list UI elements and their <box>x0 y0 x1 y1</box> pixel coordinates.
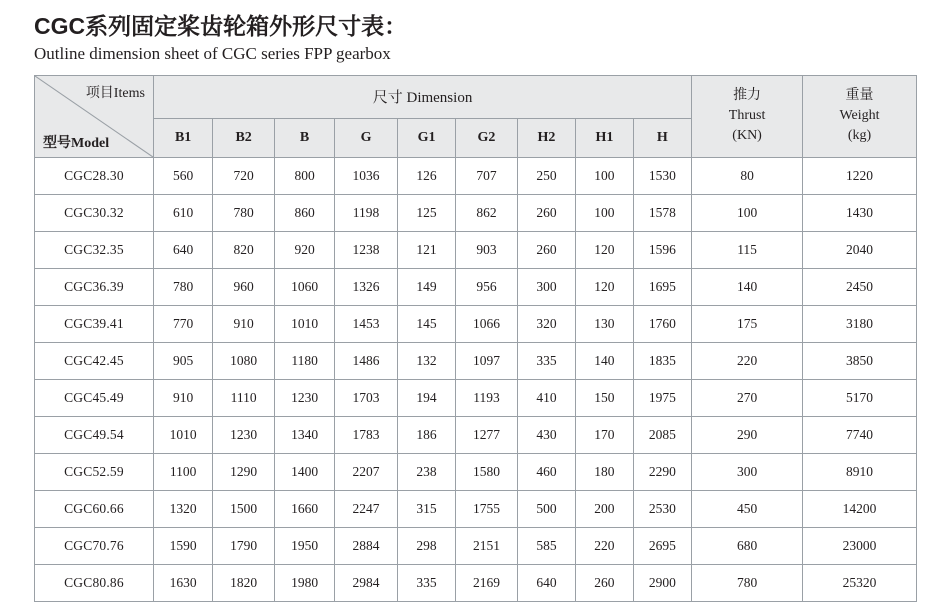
cell-b: 920 <box>274 231 334 268</box>
cell-b1: 1010 <box>153 416 212 453</box>
cell-b: 1950 <box>274 527 334 564</box>
corner-items-label: 项目Items <box>85 85 145 101</box>
thrust-header-line2: Thrust <box>728 108 766 124</box>
cell-h: 1596 <box>633 231 692 268</box>
cell-b2: 1290 <box>213 453 274 490</box>
cell-g2: 903 <box>456 231 517 268</box>
cell-model: CGC42.45 <box>35 342 154 379</box>
table-row <box>35 564 917 601</box>
cell-h1: 140 <box>576 342 633 379</box>
cell-model: CGC80.86 <box>35 564 154 601</box>
cell-h2: 460 <box>517 453 575 490</box>
cell-h1: 100 <box>576 194 633 231</box>
cell-b1: 1320 <box>153 490 212 527</box>
cell-model: CGC49.54 <box>35 416 154 453</box>
cell-g1: 132 <box>397 342 455 379</box>
cell-h1: 100 <box>576 157 633 194</box>
cell-h1: 260 <box>576 564 633 601</box>
cell-thrust: 220 <box>692 342 803 379</box>
table-header <box>35 75 917 157</box>
table-row <box>35 268 917 305</box>
cell-h1: 220 <box>576 527 633 564</box>
column-header-h1: H1 <box>576 118 633 157</box>
column-header-g2: G2 <box>456 118 517 157</box>
cell-g: 1198 <box>335 194 397 231</box>
column-header-h: H <box>633 118 692 157</box>
column-header-b1: B1 <box>153 118 212 157</box>
cell-b2: 1500 <box>213 490 274 527</box>
cell-h2: 300 <box>517 268 575 305</box>
cell-h: 2290 <box>633 453 692 490</box>
cell-weight: 3850 <box>803 342 917 379</box>
cell-b1: 640 <box>153 231 212 268</box>
cell-b: 1010 <box>274 305 334 342</box>
corner-model-label: 型号Model <box>43 135 110 151</box>
cell-g2: 707 <box>456 157 517 194</box>
cell-b: 800 <box>274 157 334 194</box>
cell-b2: 960 <box>213 268 274 305</box>
cell-h: 1760 <box>633 305 692 342</box>
cell-h: 2900 <box>633 564 692 601</box>
column-header-g1: G1 <box>397 118 455 157</box>
cell-b2: 820 <box>213 231 274 268</box>
cell-g1: 149 <box>397 268 455 305</box>
cell-thrust: 100 <box>692 194 803 231</box>
cell-thrust: 80 <box>692 157 803 194</box>
cell-thrust: 300 <box>692 453 803 490</box>
cell-g1: 238 <box>397 453 455 490</box>
cell-model: CGC32.35 <box>35 231 154 268</box>
weight-header <box>803 75 917 157</box>
cell-g: 1703 <box>335 379 397 416</box>
cell-b1: 770 <box>153 305 212 342</box>
cell-h: 1530 <box>633 157 692 194</box>
cell-thrust: 175 <box>692 305 803 342</box>
thrust-header-line1: 推力 <box>733 87 762 103</box>
cell-g2: 1193 <box>456 379 517 416</box>
cell-g2: 1755 <box>456 490 517 527</box>
cell-model: CGC39.41 <box>35 305 154 342</box>
cell-b: 1400 <box>274 453 334 490</box>
cell-h: 1578 <box>633 194 692 231</box>
dimension-group-header: 尺寸 Dimension <box>153 75 691 118</box>
cell-b2: 1820 <box>213 564 274 601</box>
cell-thrust: 140 <box>692 268 803 305</box>
cell-h2: 320 <box>517 305 575 342</box>
cell-g1: 125 <box>397 194 455 231</box>
cell-g2: 1277 <box>456 416 517 453</box>
cell-h1: 150 <box>576 379 633 416</box>
cell-weight: 5170 <box>803 379 917 416</box>
cell-h2: 585 <box>517 527 575 564</box>
cell-g: 1326 <box>335 268 397 305</box>
cell-g1: 186 <box>397 416 455 453</box>
cell-b2: 910 <box>213 305 274 342</box>
cell-thrust: 680 <box>692 527 803 564</box>
cell-g2: 1066 <box>456 305 517 342</box>
table-row <box>35 379 917 416</box>
cell-b1: 910 <box>153 379 212 416</box>
thrust-header-line3: (KN) <box>732 128 762 144</box>
cell-b1: 1590 <box>153 527 212 564</box>
cell-h2: 640 <box>517 564 575 601</box>
page-title-cn: CGC系列固定桨齿轮箱外形尺寸表： <box>34 13 408 39</box>
cell-model: CGC60.66 <box>35 490 154 527</box>
cell-b: 1180 <box>274 342 334 379</box>
table-row <box>35 416 917 453</box>
cell-g: 2207 <box>335 453 397 490</box>
cell-model: CGC45.49 <box>35 379 154 416</box>
cell-b2: 1230 <box>213 416 274 453</box>
cell-b2: 720 <box>213 157 274 194</box>
cell-g: 1453 <box>335 305 397 342</box>
cell-h1: 200 <box>576 490 633 527</box>
cell-h2: 335 <box>517 342 575 379</box>
cell-b1: 780 <box>153 268 212 305</box>
cell-b: 1230 <box>274 379 334 416</box>
cell-h1: 180 <box>576 453 633 490</box>
cell-g1: 315 <box>397 490 455 527</box>
table-body <box>35 157 917 601</box>
cell-g2: 2169 <box>456 564 517 601</box>
column-header-g: G <box>335 118 397 157</box>
cell-weight: 23000 <box>803 527 917 564</box>
cell-g1: 126 <box>397 157 455 194</box>
cell-g2: 956 <box>456 268 517 305</box>
cell-g2: 1097 <box>456 342 517 379</box>
cell-b2: 1080 <box>213 342 274 379</box>
cell-g1: 145 <box>397 305 455 342</box>
cell-thrust: 115 <box>692 231 803 268</box>
thrust-header <box>692 75 803 157</box>
cell-b1: 905 <box>153 342 212 379</box>
cell-weight: 2450 <box>803 268 917 305</box>
table-row <box>35 527 917 564</box>
table-row <box>35 453 917 490</box>
table-row <box>35 342 917 379</box>
cell-g2: 2151 <box>456 527 517 564</box>
table-row <box>35 194 917 231</box>
cell-thrust: 270 <box>692 379 803 416</box>
cell-h2: 250 <box>517 157 575 194</box>
cell-h2: 500 <box>517 490 575 527</box>
cell-b1: 1100 <box>153 453 212 490</box>
cell-weight: 1220 <box>803 157 917 194</box>
cell-model: CGC30.32 <box>35 194 154 231</box>
column-header-b: B <box>274 118 334 157</box>
table-row <box>35 305 917 342</box>
cell-h1: 120 <box>576 231 633 268</box>
dimension-table <box>34 75 917 602</box>
cell-g2: 862 <box>456 194 517 231</box>
cell-b1: 610 <box>153 194 212 231</box>
cell-weight: 1430 <box>803 194 917 231</box>
cell-model: CGC28.30 <box>35 157 154 194</box>
cell-h: 1695 <box>633 268 692 305</box>
weight-header-line2: Weight <box>839 108 880 124</box>
table-row <box>35 231 917 268</box>
cell-weight: 3180 <box>803 305 917 342</box>
cell-g: 1486 <box>335 342 397 379</box>
cell-b2: 1110 <box>213 379 274 416</box>
cell-b: 860 <box>274 194 334 231</box>
cell-h: 1835 <box>633 342 692 379</box>
cell-model: CGC36.39 <box>35 268 154 305</box>
cell-g: 1783 <box>335 416 397 453</box>
weight-header-line3: (kg) <box>847 128 872 144</box>
cell-b1: 560 <box>153 157 212 194</box>
cell-h2: 410 <box>517 379 575 416</box>
cell-g: 1238 <box>335 231 397 268</box>
cell-h: 2085 <box>633 416 692 453</box>
cell-g: 2984 <box>335 564 397 601</box>
cell-weight: 7740 <box>803 416 917 453</box>
cell-g: 1036 <box>335 157 397 194</box>
cell-h1: 170 <box>576 416 633 453</box>
table-row <box>35 157 917 194</box>
cell-h: 1975 <box>633 379 692 416</box>
cell-thrust: 450 <box>692 490 803 527</box>
page-title-en: Outline dimension sheet of CGC series FPP gearbox <box>34 43 391 63</box>
cell-weight: 14200 <box>803 490 917 527</box>
cell-b: 1660 <box>274 490 334 527</box>
cell-b2: 1790 <box>213 527 274 564</box>
cell-h2: 430 <box>517 416 575 453</box>
cell-b: 1340 <box>274 416 334 453</box>
cell-model: CGC70.76 <box>35 527 154 564</box>
cell-h2: 260 <box>517 231 575 268</box>
cell-g1: 298 <box>397 527 455 564</box>
cell-b1: 1630 <box>153 564 212 601</box>
cell-h: 2530 <box>633 490 692 527</box>
cell-thrust: 780 <box>692 564 803 601</box>
cell-h1: 130 <box>576 305 633 342</box>
table-row <box>35 490 917 527</box>
cell-weight: 8910 <box>803 453 917 490</box>
cell-g2: 1580 <box>456 453 517 490</box>
cell-h2: 260 <box>517 194 575 231</box>
weight-header-line1: 重量 <box>845 87 874 103</box>
cell-g1: 335 <box>397 564 455 601</box>
cell-g1: 194 <box>397 379 455 416</box>
column-header-b2: B2 <box>213 118 274 157</box>
cell-g: 2884 <box>335 527 397 564</box>
cell-weight: 2040 <box>803 231 917 268</box>
corner-header-cell <box>35 75 154 157</box>
cell-thrust: 290 <box>692 416 803 453</box>
cell-b2: 780 <box>213 194 274 231</box>
cell-b: 1060 <box>274 268 334 305</box>
cell-model: CGC52.59 <box>35 453 154 490</box>
cell-g: 2247 <box>335 490 397 527</box>
column-header-h2: H2 <box>517 118 575 157</box>
cell-h1: 120 <box>576 268 633 305</box>
cell-g1: 121 <box>397 231 455 268</box>
cell-weight: 25320 <box>803 564 917 601</box>
cell-b: 1980 <box>274 564 334 601</box>
cell-h: 2695 <box>633 527 692 564</box>
